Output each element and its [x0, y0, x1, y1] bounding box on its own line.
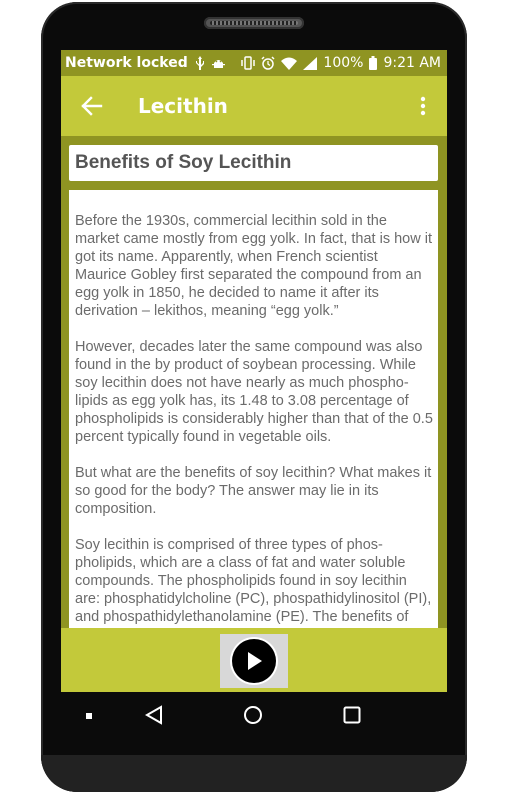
android-debug-icon: [212, 57, 225, 70]
vibrate-icon: [241, 56, 255, 70]
battery-icon: [369, 56, 377, 70]
wifi-icon: [281, 57, 297, 70]
article-paragraph: However, decades later the same compound was also found in the by product of soybean processing. While soy lecithin does not have nearly as much phospho-lipids as egg yolk has, its 1.48 to 3.08 percentage of phospholipids is considerably higher than that of the 0.5 percent typically found in vegetable oils.: [75, 339, 433, 445]
app-bar: [61, 76, 447, 136]
app-title: Lecithin: [138, 94, 228, 118]
nav-back-button[interactable]: [143, 702, 165, 728]
back-button[interactable]: [77, 91, 107, 121]
back-triangle-icon: [145, 705, 163, 725]
overview-square-icon: [343, 706, 361, 724]
home-circle-icon: [243, 705, 263, 725]
recent-dot-icon: [85, 712, 93, 720]
earpiece-speaker: [204, 17, 304, 29]
arrow-left-icon: [82, 97, 102, 115]
alarm-icon: [261, 56, 275, 70]
clock: 9:21 AM: [383, 55, 441, 71]
player-footer: [61, 628, 447, 692]
phone-chin: [41, 755, 467, 792]
play-circle: [232, 639, 276, 683]
recent-dot-button[interactable]: [81, 706, 97, 726]
play-button[interactable]: [220, 634, 288, 688]
status-bar: [61, 50, 447, 76]
article-paragraph: Soy lecithin is comprised of three types of phos-pholipids, which are a class of fat and water soluble compounds. The phospholipids found in soy lecithin are: phosphatidylcholine (PC), phospathidylinositol (PI), and phospathidylethanolamine (PE). The benefits of: [75, 537, 432, 625]
app-screen: [61, 50, 447, 692]
usb-icon: [194, 56, 206, 70]
status-right: [241, 55, 441, 71]
more-vert-icon: [420, 96, 426, 116]
article-paragraph: Before the 1930s, commercial lecithin sold in the market came mostly from egg yolk. In fact, that is how it got its name. Apparently, when French scientist Maurice Gobley first separated the compound from an egg yolk in 1850, he decided to name it after its derivation – lekithos, meaning “egg yolk.”: [75, 213, 432, 319]
nav-overview-button[interactable]: [342, 704, 362, 726]
system-nav-bar: [61, 692, 447, 740]
battery-percent: 100%: [323, 55, 364, 71]
nav-home-button[interactable]: [242, 704, 264, 726]
carrier-label: Network locked: [65, 55, 188, 71]
status-left: [65, 55, 225, 71]
overflow-menu-button[interactable]: [411, 91, 435, 121]
article-body[interactable]: [69, 190, 438, 628]
content-area: [61, 136, 447, 628]
play-icon: [245, 651, 263, 671]
article-heading: Benefits of Soy Lecithin: [69, 145, 438, 181]
signal-icon: [303, 57, 317, 70]
article-paragraph: But what are the benefits of soy lecithin? What makes it so good for the body? The answer may lie in its composition.: [75, 465, 432, 517]
